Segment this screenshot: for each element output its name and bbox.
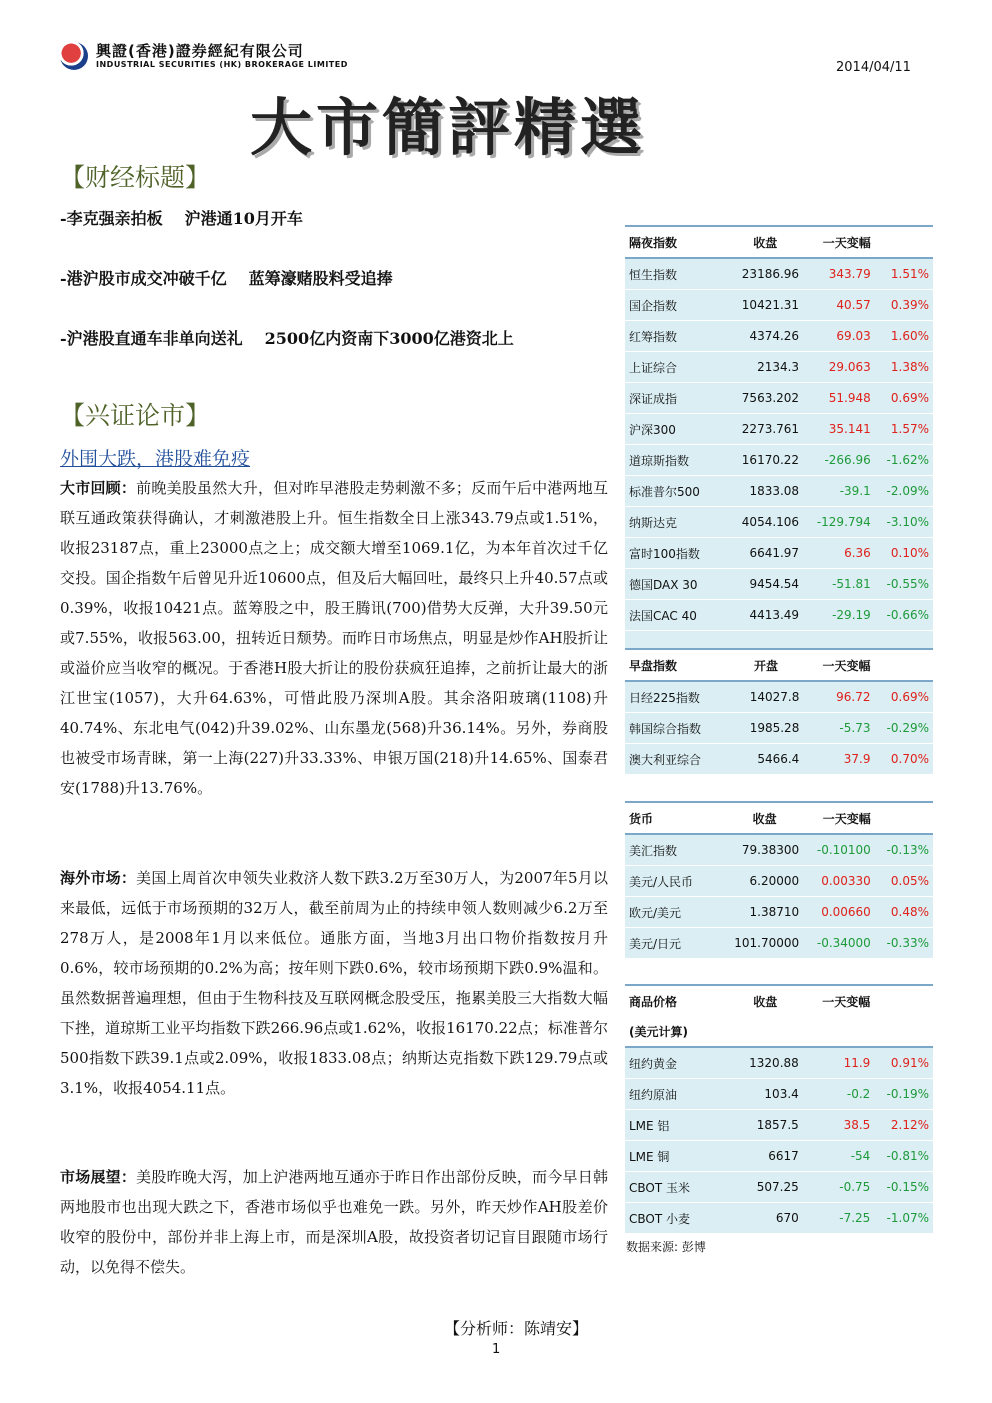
column-header: 货币: [625, 802, 726, 834]
change-value: -0.10100: [803, 834, 875, 866]
company-logo: [60, 40, 360, 72]
row-label: 恒生指数: [625, 258, 727, 290]
row-label: 日经225指数: [625, 681, 729, 713]
close-value: 4374.26: [727, 321, 803, 352]
close-value: 2134.3: [727, 352, 803, 383]
logo-emblem-icon: [60, 42, 88, 70]
change-percent: 0.69%: [874, 681, 933, 713]
change-percent: 0.39%: [875, 290, 933, 321]
change-value: -0.2: [803, 1079, 875, 1110]
change-percent: 1.60%: [875, 321, 933, 352]
row-label: 美汇指数: [625, 834, 726, 866]
close-value: 5466.4: [729, 744, 804, 775]
table-row: [625, 1141, 933, 1172]
table-row: [625, 507, 933, 538]
change-percent: 1.57%: [875, 414, 933, 445]
row-label: LME 铝: [625, 1110, 728, 1141]
column-header: 一天变幅: [803, 802, 875, 834]
logo-chinese-name: 興證(香港)證券經紀有限公司: [96, 42, 304, 60]
table-row: [625, 1110, 933, 1141]
change-value: -0.75: [803, 1172, 875, 1203]
currency-table: [625, 801, 933, 959]
change-value: 35.141: [803, 414, 875, 445]
overnight-index-table: [625, 225, 933, 662]
table-row: [625, 897, 933, 928]
column-header: 收盘: [727, 226, 803, 258]
article-subhead: 外围大跌，港股难免疫: [60, 448, 251, 470]
close-value: 507.25: [728, 1172, 803, 1203]
row-label: 德国DAX 30: [625, 569, 727, 600]
logo-english-name: INDUSTRIAL SECURITIES (HK) BROKERAGE LIMITED: [96, 60, 348, 69]
row-label: LME 铜: [625, 1141, 728, 1172]
change-percent: 1.38%: [875, 352, 933, 383]
column-header: [875, 226, 933, 258]
change-percent: -0.15%: [874, 1172, 933, 1203]
change-value: 0.00660: [803, 897, 875, 928]
change-value: 96.72: [803, 681, 874, 713]
change-percent: 0.69%: [875, 383, 933, 414]
change-percent: 0.70%: [874, 744, 933, 775]
paragraph-market-outlook: 市场展望：美股昨晚大泻，加上沪港两地互通亦于昨日作出部份反映，而今早日韩两地股市也出现大跌之下，香港市场似乎也难免一跌。另外，昨天炒作AH股差价收窄的股份中，部份并非上海上市，而是深圳A股，故投资者切记盲目跟随市场行动，以免得不偿失。: [60, 1168, 608, 1276]
table-row: [625, 600, 933, 631]
close-value: 14027.8: [729, 681, 804, 713]
table-row: [625, 1047, 933, 1079]
close-value: 101.70000: [726, 928, 803, 959]
change-percent: 0.91%: [874, 1047, 933, 1079]
change-value: -54: [803, 1141, 875, 1172]
change-percent: -0.33%: [875, 928, 933, 959]
close-value: 6641.97: [727, 538, 803, 569]
table-row: [625, 258, 933, 290]
row-label: 澳大利亚综合: [625, 744, 729, 775]
change-percent: 1.51%: [875, 258, 933, 290]
column-header: 开盘: [729, 649, 804, 681]
row-label: 红筹指数: [625, 321, 727, 352]
change-value: 51.948: [803, 383, 875, 414]
change-percent: -0.29%: [874, 713, 933, 744]
table-row: [625, 538, 933, 569]
row-label: 道琼斯指数: [625, 445, 727, 476]
column-subheader: (美元计算): [625, 1016, 933, 1047]
row-label: 美元/日元: [625, 928, 726, 959]
table-row: [625, 834, 933, 866]
row-label: 标准普尔500: [625, 476, 727, 507]
close-value: 1.38710: [726, 897, 803, 928]
change-value: 11.9: [803, 1047, 875, 1079]
close-value: 7563.202: [727, 383, 803, 414]
column-header: 一天变幅: [803, 226, 875, 258]
headline-2: -港沪股市成交冲破千亿 蓝筹濠赌股料受追捧: [60, 269, 393, 288]
change-value: -129.794: [803, 507, 875, 538]
table-subheader-row: [625, 1016, 933, 1047]
page-title: 大市簡評精選: [250, 91, 647, 164]
close-value: 1985.28: [729, 713, 804, 744]
change-value: 6.36: [803, 538, 875, 569]
change-percent: 2.12%: [874, 1110, 933, 1141]
close-value: 1320.88: [728, 1047, 803, 1079]
change-value: -0.34000: [803, 928, 875, 959]
column-header: [875, 802, 933, 834]
table-row: [625, 352, 933, 383]
close-value: 1833.08: [727, 476, 803, 507]
change-value: 37.9: [803, 744, 874, 775]
change-percent: -1.07%: [874, 1203, 933, 1234]
change-percent: -2.09%: [875, 476, 933, 507]
close-value: 103.4: [728, 1079, 803, 1110]
row-label: CBOT 玉米: [625, 1172, 728, 1203]
table-row: [625, 321, 933, 352]
row-label: 纽约黄金: [625, 1047, 728, 1079]
commodity-table: [625, 984, 933, 1234]
row-label: 国企指数: [625, 290, 727, 321]
page-number: 1: [492, 1342, 501, 1357]
row-label: 欧元/美元: [625, 897, 726, 928]
close-value: 9454.54: [727, 569, 803, 600]
change-value: -266.96: [803, 445, 875, 476]
change-value: -51.81: [803, 569, 875, 600]
row-label: 深证成指: [625, 383, 727, 414]
change-value: 29.063: [803, 352, 875, 383]
paragraph-market-review: 大市回顾：前晚美股虽然大升，但对昨早港股走势刺激不多；反而午后中港两地互联互通政策获得确认，才刺激港股上升。恒生指数全日上涨343.79点或1.51%，收报23187点，重上23000点之上；成交额大增至1069.1亿，为本年首次过千亿交投。国企指数午后曾见升近10600点，但及后大幅回吐，最终只上升40.57点或0.39%，收报10421点。蓝筹股之中，股王腾讯(700)借势大反弹，大升39.50元或7.55%，收报563.00，扭转近日颓势。而昨日市场焦点，明显是炒作AH股折让或溢价应当收窄的概况。于香港H股大折让的股份获疯狂追捧，之前折让最大的浙江世宝(1057)，大升64.63%，可惜此股乃深圳A股。其余洛阳玻璃(1108)升40.74%、东北电气(042)升39.02%、山东墨龙(568)升36.14%。另外，券商股也被受市场青睐，第一上海(227)升33.33%、申银万国(218)升14.65%、国泰君安(1788)升13.76%。: [60, 479, 608, 797]
row-label: 沪深300: [625, 414, 727, 445]
change-value: -7.25: [803, 1203, 875, 1234]
change-percent: -0.66%: [875, 600, 933, 631]
change-value: 40.57: [803, 290, 875, 321]
table-header-row: [625, 802, 933, 834]
close-value: 2273.761: [727, 414, 803, 445]
row-label: 法国CAC 40: [625, 600, 727, 631]
change-value: -39.1: [803, 476, 875, 507]
change-value: -5.73: [803, 713, 874, 744]
table-row: [625, 1172, 933, 1203]
row-label: 韩国综合指数: [625, 713, 729, 744]
table-row: [625, 445, 933, 476]
column-header: 收盘: [728, 985, 803, 1016]
close-value: 6.20000: [726, 866, 803, 897]
change-value: 69.03: [803, 321, 875, 352]
column-header: 一天变幅: [803, 649, 874, 681]
section-title-commentary: 【兴证论市】: [60, 401, 211, 430]
table-header-row: [625, 649, 933, 681]
change-percent: -1.62%: [875, 445, 933, 476]
paragraph-overseas-market: 海外市场：美国上周首次申领失业救济人数下跌3.2万至30万人，为2007年5月以来最低，远低于市场预期的32万人，截至前周为止的持续申领人数则减少6.2万至278万人，是2008年1月以来低位。通胀方面，当地3月出口物价指数按月升0.6%，较市场预期的0.2%为高；按年则下跌0.6%，较市场预期下跌0.9%温和。虽然数据普遍理想，但由于生物科技及互联网概念股受压，拖累美股三大指数大幅下挫，道琼斯工业平均指数下跌266.96点或1.62%，收报16170.22点；标准普尔500指数下跌39.1点或2.09%，收报1833.08点；纳斯达克指数下跌129.79点或3.1%，收报4054.11点。: [60, 869, 608, 1097]
change-percent: 0.48%: [875, 897, 933, 928]
headline-3: -沪港股直通车非单向送礼 2500亿内资南下3000亿港资北上: [60, 329, 514, 348]
morning-index-table: [625, 648, 933, 775]
table-row: [625, 1079, 933, 1110]
column-header: 隔夜指数: [625, 226, 727, 258]
close-value: 23186.96: [727, 258, 803, 290]
section-title-finance-headlines: 【财经标题】: [60, 163, 211, 192]
column-header: [874, 985, 933, 1016]
change-percent: -0.19%: [874, 1079, 933, 1110]
table-row: [625, 928, 933, 959]
data-source-note: 数据来源: 彭博: [626, 1240, 706, 1254]
close-value: 16170.22: [727, 445, 803, 476]
change-value: 0.00330: [803, 866, 875, 897]
change-percent: -3.10%: [875, 507, 933, 538]
table-row: [625, 476, 933, 507]
table-row: [625, 713, 933, 744]
analyst-name: 【分析师：陈靖安】: [444, 1319, 589, 1338]
table-row: [625, 383, 933, 414]
table-row: [625, 414, 933, 445]
row-label: CBOT 小麦: [625, 1203, 728, 1234]
change-percent: 0.10%: [875, 538, 933, 569]
column-header: 早盘指数: [625, 649, 729, 681]
close-value: 4413.49: [727, 600, 803, 631]
change-percent: -0.81%: [874, 1141, 933, 1172]
close-value: 670: [728, 1203, 803, 1234]
report-date: 2014/04/11: [836, 60, 911, 75]
change-percent: -0.55%: [875, 569, 933, 600]
change-percent: 0.05%: [875, 866, 933, 897]
change-value: 343.79: [803, 258, 875, 290]
table-row: [625, 569, 933, 600]
change-percent: -0.13%: [875, 834, 933, 866]
row-label: 纳斯达克: [625, 507, 727, 538]
table-row: [625, 290, 933, 321]
close-value: 6617: [728, 1141, 803, 1172]
table-row: [625, 1203, 933, 1234]
table-header-row: [625, 985, 933, 1016]
table-row: [625, 866, 933, 897]
column-header: 收盘: [726, 802, 803, 834]
headline-1: -李克强亲拍板 沪港通10月开车: [60, 209, 303, 228]
close-value: 79.38300: [726, 834, 803, 866]
change-value: 38.5: [803, 1110, 875, 1141]
close-value: 4054.106: [727, 507, 803, 538]
column-header: 一天变幅: [803, 985, 875, 1016]
column-header: [874, 649, 933, 681]
close-value: 1857.5: [728, 1110, 803, 1141]
table-row: [625, 744, 933, 775]
row-label: 上证综合: [625, 352, 727, 383]
table-header-row: [625, 226, 933, 258]
close-value: 10421.31: [727, 290, 803, 321]
row-label: 纽约原油: [625, 1079, 728, 1110]
change-value: -29.19: [803, 600, 875, 631]
column-header: 商品价格: [625, 985, 728, 1016]
row-label: 美元/人民币: [625, 866, 726, 897]
table-row: [625, 681, 933, 713]
row-label: 富时100指数: [625, 538, 727, 569]
